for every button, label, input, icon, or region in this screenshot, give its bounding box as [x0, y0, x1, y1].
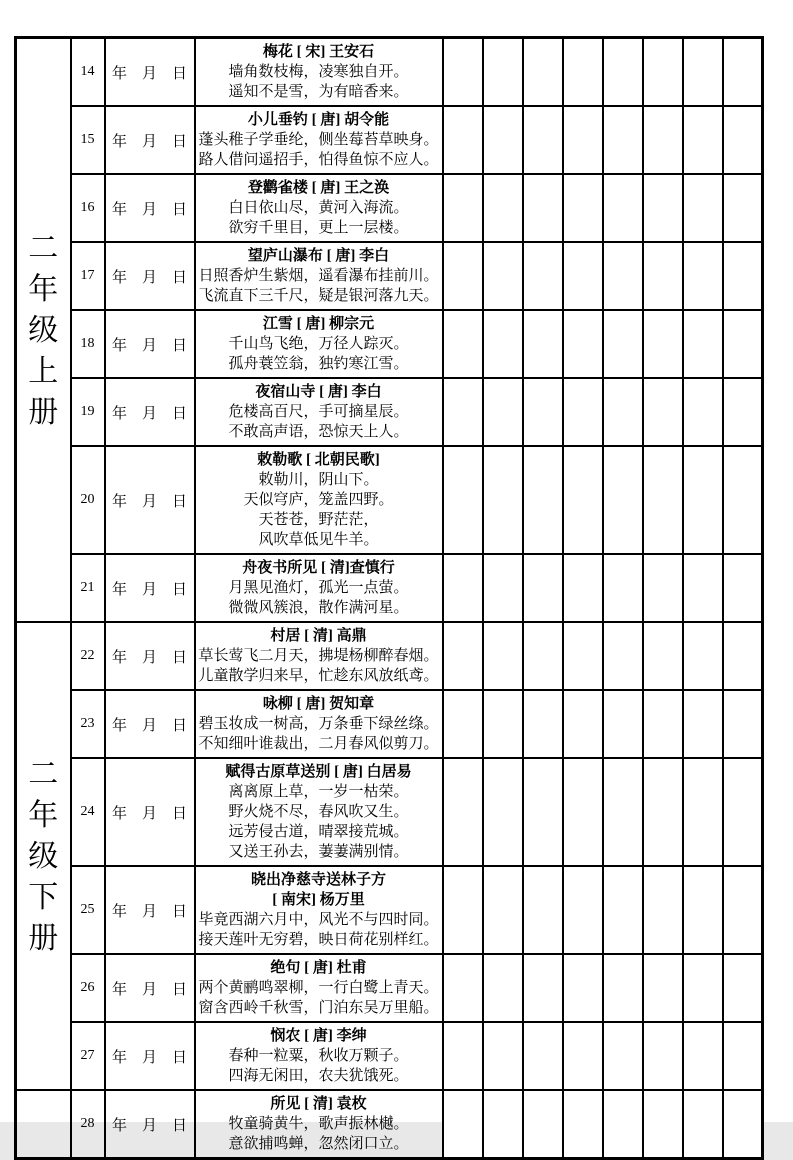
check-cell — [443, 106, 483, 174]
check-cell — [563, 1090, 603, 1159]
check-cell — [563, 106, 603, 174]
poem-row — [16, 1090, 763, 1159]
poem-title-line: 晓出净慈寺送林子方 — [250, 872, 386, 888]
check-cell — [523, 242, 563, 310]
check-cell — [603, 866, 643, 954]
check-cell — [443, 554, 483, 622]
row-number-cell: 28 — [71, 1090, 105, 1159]
row-number-cell: 26 — [71, 954, 105, 1022]
check-cell — [643, 554, 683, 622]
check-cell — [683, 106, 723, 174]
check-cell — [723, 1090, 763, 1159]
check-cell — [683, 1090, 723, 1159]
check-cell — [443, 1090, 483, 1159]
check-cell — [643, 310, 683, 378]
check-cell — [683, 690, 723, 758]
poem-cell — [195, 378, 443, 446]
poem-title-line: 望庐山瀑布 [ 唐] 李白 — [247, 248, 390, 264]
check-cell — [563, 446, 603, 554]
check-cell — [523, 690, 563, 758]
check-cell — [603, 690, 643, 758]
poem-verse-line: 危楼高百尺，手可摘星辰。 — [228, 404, 409, 420]
check-cell — [523, 866, 563, 954]
poem-cell — [195, 866, 443, 954]
check-cell — [683, 554, 723, 622]
date-cell: 年 月 日 — [105, 1022, 195, 1090]
poem-verse-line: 接天莲叶无穷碧，映日荷花别样红。 — [198, 932, 439, 948]
check-cell — [563, 690, 603, 758]
check-cell — [643, 622, 683, 690]
check-cell — [483, 1022, 523, 1090]
grade-section-label-char: 级 — [28, 839, 59, 873]
grade-section-label-char: 二 — [28, 231, 59, 265]
check-cell — [563, 954, 603, 1022]
grade-section-label-char: 册 — [28, 921, 59, 955]
poem-verse-line: 远芳侵古道，晴翠接荒城。 — [228, 824, 409, 840]
grade-section-label-char: 下 — [28, 880, 59, 914]
date-cell: 年 月 日 — [105, 174, 195, 242]
poem-verse-line: 欲穷千里目，更上一层楼。 — [228, 220, 409, 236]
check-cell — [523, 554, 563, 622]
poem-verse-line: 碧玉妆成一树高，万条垂下绿丝绦。 — [198, 716, 439, 732]
date-cell: 年 月 日 — [105, 758, 195, 866]
row-number-cell: 17 — [71, 242, 105, 310]
check-cell — [683, 38, 723, 107]
row-number-cell: 25 — [71, 866, 105, 954]
poem-verse-line: 日照香炉生紫烟，遥看瀑布挂前川。 — [198, 268, 439, 284]
date-cell: 年 月 日 — [105, 554, 195, 622]
poem-title-line: 舟夜书所见 [ 清]查慎行 — [242, 560, 395, 576]
poem-verse-line: 敕勒川，阴山下。 — [258, 472, 379, 488]
check-cell — [723, 242, 763, 310]
check-cell — [723, 758, 763, 866]
check-cell — [643, 758, 683, 866]
row-number-cell: 15 — [71, 106, 105, 174]
check-cell — [483, 690, 523, 758]
check-cell — [603, 242, 643, 310]
poem-verse-line: 又送王孙去，萋萋满别情。 — [228, 844, 409, 860]
row-number-cell: 18 — [71, 310, 105, 378]
poem-verse-line: 两个黄鹂鸣翠柳，一行白鹭上青天。 — [198, 980, 439, 996]
grade-section-label-char: 册 — [28, 395, 59, 429]
grade-section-cell — [16, 38, 71, 623]
check-cell — [483, 242, 523, 310]
row-number-cell: 23 — [71, 690, 105, 758]
check-cell — [603, 622, 643, 690]
date-cell: 年 月 日 — [105, 242, 195, 310]
check-cell — [643, 378, 683, 446]
poem-recitation-table — [14, 36, 764, 1160]
poem-cell — [195, 242, 443, 310]
check-cell — [683, 174, 723, 242]
check-cell — [523, 1022, 563, 1090]
poem-cell — [195, 554, 443, 622]
poem-row — [16, 622, 763, 690]
check-cell — [523, 954, 563, 1022]
check-cell — [523, 1090, 563, 1159]
poem-cell — [195, 690, 443, 758]
check-cell — [443, 1022, 483, 1090]
check-cell — [723, 954, 763, 1022]
check-cell — [523, 758, 563, 866]
poem-title-line: 咏柳 [ 唐] 贺知章 — [262, 696, 375, 712]
poem-verse-line: 微微风簇浪，散作满河星。 — [228, 600, 409, 616]
date-cell: 年 月 日 — [105, 690, 195, 758]
check-cell — [603, 378, 643, 446]
grade-section-label-char: 上 — [28, 354, 59, 388]
check-cell — [643, 954, 683, 1022]
poem-row — [16, 866, 763, 954]
check-cell — [683, 866, 723, 954]
check-cell — [443, 758, 483, 866]
check-cell — [483, 310, 523, 378]
check-cell — [523, 622, 563, 690]
poem-cell — [195, 38, 443, 107]
check-cell — [603, 38, 643, 107]
row-number-cell: 21 — [71, 554, 105, 622]
check-cell — [443, 690, 483, 758]
check-cell — [443, 174, 483, 242]
grade-section-label-char: 年 — [28, 798, 59, 832]
poem-verse-line: 月黑见渔灯，孤光一点萤。 — [228, 580, 409, 596]
check-cell — [563, 1022, 603, 1090]
check-cell — [643, 174, 683, 242]
check-cell — [603, 1022, 643, 1090]
date-cell: 年 月 日 — [105, 378, 195, 446]
poem-row — [16, 758, 763, 866]
grade-section-label-char: 年 — [28, 272, 59, 306]
check-cell — [443, 242, 483, 310]
check-cell — [563, 758, 603, 866]
check-cell — [723, 554, 763, 622]
check-cell — [683, 758, 723, 866]
check-cell — [683, 1022, 723, 1090]
poem-verse-line: 飞流直下三千尺，疑是银河落九天。 — [198, 288, 439, 304]
check-cell — [483, 622, 523, 690]
check-cell — [563, 378, 603, 446]
poem-row — [16, 446, 763, 554]
poem-row — [16, 1022, 763, 1090]
check-cell — [483, 38, 523, 107]
check-cell — [723, 38, 763, 107]
check-cell — [643, 690, 683, 758]
poem-cell — [195, 1022, 443, 1090]
check-cell — [523, 38, 563, 107]
row-number-cell: 16 — [71, 174, 105, 242]
poem-title-line: [ 南宋] 杨万里 — [272, 892, 365, 908]
check-cell — [483, 866, 523, 954]
poem-verse-line: 窗含西岭千秋雪，门泊东吴万里船。 — [198, 1000, 439, 1016]
check-cell — [683, 446, 723, 554]
check-cell — [483, 554, 523, 622]
check-cell — [443, 446, 483, 554]
poem-row — [16, 554, 763, 622]
check-cell — [443, 310, 483, 378]
check-cell — [643, 866, 683, 954]
check-cell — [683, 310, 723, 378]
check-cell — [563, 38, 603, 107]
poem-verse-line: 不敢高声语，恐惊天上人。 — [228, 424, 409, 440]
check-cell — [523, 310, 563, 378]
check-cell — [643, 106, 683, 174]
poem-row — [16, 954, 763, 1022]
check-cell — [443, 38, 483, 107]
poem-verse-line: 春种一粒粟，秋收万颗子。 — [228, 1048, 409, 1064]
check-cell — [443, 378, 483, 446]
poem-verse-line: 孤舟蓑笠翁，独钓寒江雪。 — [228, 356, 409, 372]
check-cell — [483, 758, 523, 866]
check-cell — [523, 378, 563, 446]
check-cell — [483, 174, 523, 242]
check-cell — [643, 38, 683, 107]
row-number-cell: 27 — [71, 1022, 105, 1090]
check-cell — [643, 1022, 683, 1090]
poem-verse-line: 毕竟西湖六月中，风光不与四时同。 — [198, 912, 439, 928]
check-cell — [523, 174, 563, 242]
poem-title-line: 梅花 [ 宋] 王安石 — [262, 44, 375, 60]
poem-verse-line: 意欲捕鸣蝉，忽然闭口立。 — [228, 1136, 409, 1152]
check-cell — [723, 174, 763, 242]
poem-title-line: 小儿垂钓 [ 唐] 胡令能 — [247, 112, 390, 128]
check-cell — [723, 622, 763, 690]
poem-cell — [195, 310, 443, 378]
check-cell — [603, 310, 643, 378]
row-number-cell: 20 — [71, 446, 105, 554]
poem-title-line: 村居 [ 清] 高鼎 — [270, 628, 367, 644]
poem-title-line: 绝句 [ 唐] 杜甫 — [270, 960, 367, 976]
poem-verse-line: 草长莺飞二月天，拂堤杨柳醉春烟。 — [198, 648, 439, 664]
check-cell — [683, 378, 723, 446]
check-cell — [603, 1090, 643, 1159]
poem-cell — [195, 446, 443, 554]
grade-section-cell — [16, 1090, 71, 1159]
poem-title-line: 赋得古原草送别 [ 唐] 白居易 — [225, 764, 412, 780]
check-cell — [603, 174, 643, 242]
check-cell — [563, 174, 603, 242]
check-cell — [723, 866, 763, 954]
poem-cell — [195, 174, 443, 242]
check-cell — [723, 310, 763, 378]
check-cell — [483, 106, 523, 174]
row-number-cell: 19 — [71, 378, 105, 446]
check-cell — [523, 446, 563, 554]
grade-section-label-char: 级 — [28, 313, 59, 347]
check-cell — [683, 622, 723, 690]
date-cell: 年 月 日 — [105, 622, 195, 690]
poem-verse-line: 天似穹庐，笼盖四野。 — [243, 492, 394, 508]
check-cell — [523, 106, 563, 174]
poem-title-line: 江雪 [ 唐] 柳宗元 — [262, 316, 375, 332]
poem-verse-line: 风吹草低见牛羊。 — [258, 532, 379, 548]
date-cell: 年 月 日 — [105, 310, 195, 378]
date-cell: 年 月 日 — [105, 954, 195, 1022]
check-cell — [483, 1090, 523, 1159]
row-number-cell: 24 — [71, 758, 105, 866]
poem-title-line: 敕勒歌 [ 北朝民歌] — [257, 452, 380, 468]
check-cell — [643, 1090, 683, 1159]
poem-title-line: 悯农 [ 唐] 李绅 — [270, 1028, 367, 1044]
poem-cell — [195, 1090, 443, 1159]
check-cell — [723, 106, 763, 174]
poem-verse-line: 白日依山尽，黄河入海流。 — [228, 200, 409, 216]
poem-verse-line: 千山鸟飞绝，万径人踪灭。 — [228, 336, 409, 352]
poem-verse-line: 蓬头稚子学垂纶，侧坐莓苔草映身。 — [198, 132, 439, 148]
poem-cell — [195, 622, 443, 690]
check-cell — [483, 446, 523, 554]
poem-verse-line: 野火烧不尽，春风吹又生。 — [228, 804, 409, 820]
poem-verse-line: 墙角数枝梅，凌寒独自开。 — [228, 64, 409, 80]
poem-cell — [195, 758, 443, 866]
check-cell — [723, 690, 763, 758]
check-cell — [723, 378, 763, 446]
check-cell — [723, 1022, 763, 1090]
check-cell — [643, 242, 683, 310]
poem-title-line: 登鹳雀楼 [ 唐] 王之涣 — [247, 180, 390, 196]
poem-verse-line: 儿童散学归来早，忙趁东风放纸鸢。 — [198, 668, 439, 684]
date-cell: 年 月 日 — [105, 446, 195, 554]
date-cell: 年 月 日 — [105, 866, 195, 954]
poem-verse-line: 离离原上草，一岁一枯荣。 — [228, 784, 409, 800]
poem-title-line: 夜宿山寺 [ 唐] 李白 — [255, 384, 382, 400]
check-cell — [563, 242, 603, 310]
check-cell — [443, 866, 483, 954]
check-cell — [483, 378, 523, 446]
grade-section-label-char: 二 — [28, 757, 59, 791]
check-cell — [723, 446, 763, 554]
check-cell — [563, 310, 603, 378]
poem-verse-line: 天苍苍，野茫茫， — [258, 512, 379, 528]
check-cell — [563, 554, 603, 622]
poem-verse-line: 四海无闲田，农夫犹饿死。 — [228, 1068, 409, 1084]
poem-row — [16, 378, 763, 446]
date-cell: 年 月 日 — [105, 38, 195, 107]
poem-verse-line: 遥知不是雪，为有暗香来。 — [228, 84, 409, 100]
poem-row — [16, 106, 763, 174]
poem-verse-line: 路人借问遥招手，怕得鱼惊不应人。 — [198, 152, 439, 168]
check-cell — [603, 954, 643, 1022]
poem-row — [16, 310, 763, 378]
check-cell — [563, 622, 603, 690]
check-cell — [603, 758, 643, 866]
poem-title-line: 所见 [ 清] 袁枚 — [270, 1096, 367, 1112]
check-cell — [443, 954, 483, 1022]
poem-row — [16, 690, 763, 758]
check-cell — [563, 866, 603, 954]
check-cell — [643, 446, 683, 554]
date-cell: 年 月 日 — [105, 106, 195, 174]
poem-row — [16, 38, 763, 107]
poem-cell — [195, 106, 443, 174]
poem-row — [16, 174, 763, 242]
row-number-cell: 22 — [71, 622, 105, 690]
check-cell — [443, 622, 483, 690]
check-cell — [683, 242, 723, 310]
poem-verse-line: 不知细叶谁裁出，二月春风似剪刀。 — [198, 736, 439, 752]
poem-row — [16, 242, 763, 310]
grade-section-cell — [16, 622, 71, 1090]
check-cell — [483, 954, 523, 1022]
check-cell — [683, 954, 723, 1022]
check-cell — [603, 554, 643, 622]
row-number-cell: 14 — [71, 38, 105, 107]
poem-verse-line: 牧童骑黄牛，歌声振林樾。 — [228, 1116, 409, 1132]
date-cell: 年 月 日 — [105, 1090, 195, 1159]
poem-table-body — [16, 38, 763, 1159]
poem-cell — [195, 954, 443, 1022]
check-cell — [603, 106, 643, 174]
check-cell — [603, 446, 643, 554]
